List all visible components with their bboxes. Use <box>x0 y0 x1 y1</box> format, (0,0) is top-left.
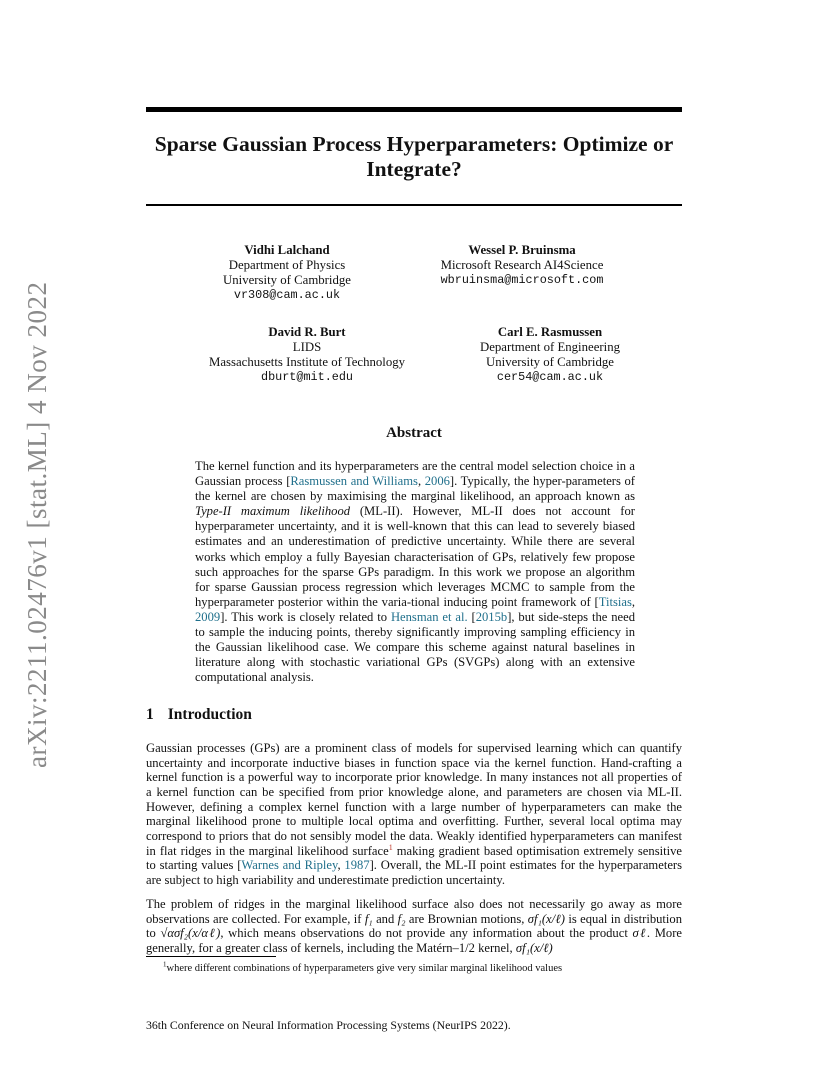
math-expression: √ασf₂(x/αℓ) <box>160 926 221 941</box>
author-department: LIDS <box>292 340 322 354</box>
math-expression: f₁ <box>364 911 373 926</box>
author-institution: Massachusetts Institute of Technology <box>208 355 406 369</box>
section-number: 1 <box>146 706 154 723</box>
abstract-text: The kernel function and its hyperparameters are the central model selection choice in a Gaussian process [ <box>195 459 635 489</box>
body-paragraph <box>146 741 682 888</box>
body-paragraph <box>146 897 682 956</box>
author-block <box>402 243 642 288</box>
citation-link[interactable]: Rasmussen and Williams <box>290 474 418 489</box>
footnote-rule <box>146 956 276 957</box>
paragraph-text: ]. Overall, the ML-II point estimates for the hyperparameters are subject to high variability and underestimate prediction uncertainty. <box>146 858 683 887</box>
paragraph-text: The problem of ridges in the marginal likelihood surface also does not necessarily go away as more observations are collected. For example, if <box>146 897 682 926</box>
abstract-text: , <box>631 594 635 609</box>
citation-link[interactable]: 2006 <box>424 474 450 489</box>
author-block <box>187 325 427 385</box>
abstract-heading: Abstract <box>386 425 442 441</box>
abstract-text: ], but side-steps the need to sample the inducing points, thereby significantly improving sampling efficiency in the Gaussian likelihood case. We compare this scheme against natural baselines in literature along with stochastic variational GPs (SVGPs) along with an extensive computational analysis. <box>195 609 636 685</box>
author-name: Vidhi Lalchand <box>244 243 330 257</box>
paragraph-text: Gaussian processes (GPs) are a prominent class of models for supervised learning which can quantify uncertainty and incorporate inductive biases in function space via the kernel function. Hand-crafting a kernel function is a powerful way to incorporate prior knowledge. In many instances not all properties of a kernel function can be specified from prior knowledge alone, and parameters are chosen via ML-II. However, defining a complex kernel function with a large number of hyperparameters can make the marginal likelihood prone to multiple local optima and overfitting. Further, several local optima may correspond to priors that do not sensibly model the data. Weakly identified hyperparameters can manifest in flat ridges in the marginal likelihood surface <box>146 741 682 858</box>
abstract-text: ]. Typically, the hyper-parameters of the kernel are chosen by maximising the marginal likelihood, an approach known as <box>195 474 635 504</box>
author-name: David R. Burt <box>268 325 346 339</box>
author-name: Wessel P. Bruinsma <box>468 243 576 257</box>
citation-link[interactable]: 2015b <box>475 609 508 624</box>
citation-link[interactable]: Warnes and Ripley <box>241 858 338 873</box>
footnote <box>163 962 683 975</box>
author-name: Carl E. Rasmussen <box>497 325 603 339</box>
paragraph-text: are Brownian motions, <box>405 911 528 926</box>
author-department: Department of Physics <box>228 258 346 272</box>
section-heading <box>146 706 252 724</box>
author-email: cer54@cam.ac.uk <box>496 370 604 384</box>
abstract-text: (ML-II). However, ML-II does not account for hyperparameter uncertainty, and it is well-known that this can lead to severely biased estimates and an underestimation of predictive uncertainty. While there are several works which employ a fully Bayesian characterisation of GPs, relatively few propose such approaches for the sparse GPs paradigm. In this work we propose an algorithm for sparse Gaussian process regression which leverages MCMC to sample from the hyperparameter posterior within the varia-tional inducing point framework of [ <box>195 504 635 609</box>
abstract-text: [ <box>467 609 476 624</box>
title-bottom-rule <box>146 204 682 206</box>
title-top-rule <box>146 107 682 112</box>
footnote-marker[interactable]: 1 <box>388 842 393 852</box>
citation-link[interactable]: Titsias <box>598 594 632 609</box>
footnote-text: where different combinations of hyperparameters give very similar marginal likelihood values <box>166 963 563 974</box>
author-email: vr308@cam.ac.uk <box>233 288 341 302</box>
author-institution: University of Cambridge <box>223 273 351 287</box>
author-block <box>430 325 670 385</box>
paragraph-text: and <box>372 911 398 926</box>
math-expression: σf₁(x/ℓ) <box>515 940 553 955</box>
abstract-emphasis: Type-II maximum likelihood <box>195 504 351 519</box>
author-email: dburt@mit.edu <box>260 370 354 384</box>
author-block <box>167 243 407 303</box>
paragraph-text: , <box>337 858 345 873</box>
author-institution: University of Cambridge <box>486 355 614 369</box>
math-expression: σℓ <box>632 926 647 941</box>
arxiv-stamp: arXiv:2211.02476v1 [stat.ML] 4 Nov 2022 <box>22 281 52 768</box>
abstract-text: ]. This work is closely related to <box>220 609 391 624</box>
paragraph-text: is equal in distribution to <box>146 911 683 941</box>
author-department: Department of Engineering <box>479 340 620 354</box>
math-expression: σf₁(x/ℓ) <box>527 911 565 926</box>
citation-link[interactable]: Hensman et al. <box>390 609 468 624</box>
author-department: Microsoft Research AI4Science <box>440 258 604 272</box>
paragraph-text: . More generally, for a greater class of kernels, including the Matérn–1/2 kernel, <box>146 926 682 955</box>
footnote-mark: 1 <box>163 960 167 969</box>
citation-link[interactable]: 2009 <box>195 609 221 624</box>
conference-note: 36th Conference on Neural Information Processing Systems (NeurIPS 2022). <box>146 1018 511 1032</box>
abstract-body <box>195 459 635 685</box>
abstract-text: , <box>417 474 425 489</box>
paper-title: Sparse Gaussian Process Hyperparameters: Optimize or Integrate? <box>154 132 674 181</box>
paragraph-text: making gradient based optimisation extremely sensitive to starting values [ <box>146 843 682 873</box>
author-email: wbruinsma@microsoft.com <box>440 273 604 287</box>
section-title: Introduction <box>167 706 252 723</box>
math-expression: f₂ <box>397 911 406 926</box>
paragraph-text: , which means observations do not provide any information about the product <box>220 926 633 941</box>
citation-link[interactable]: 1987 <box>344 858 370 873</box>
